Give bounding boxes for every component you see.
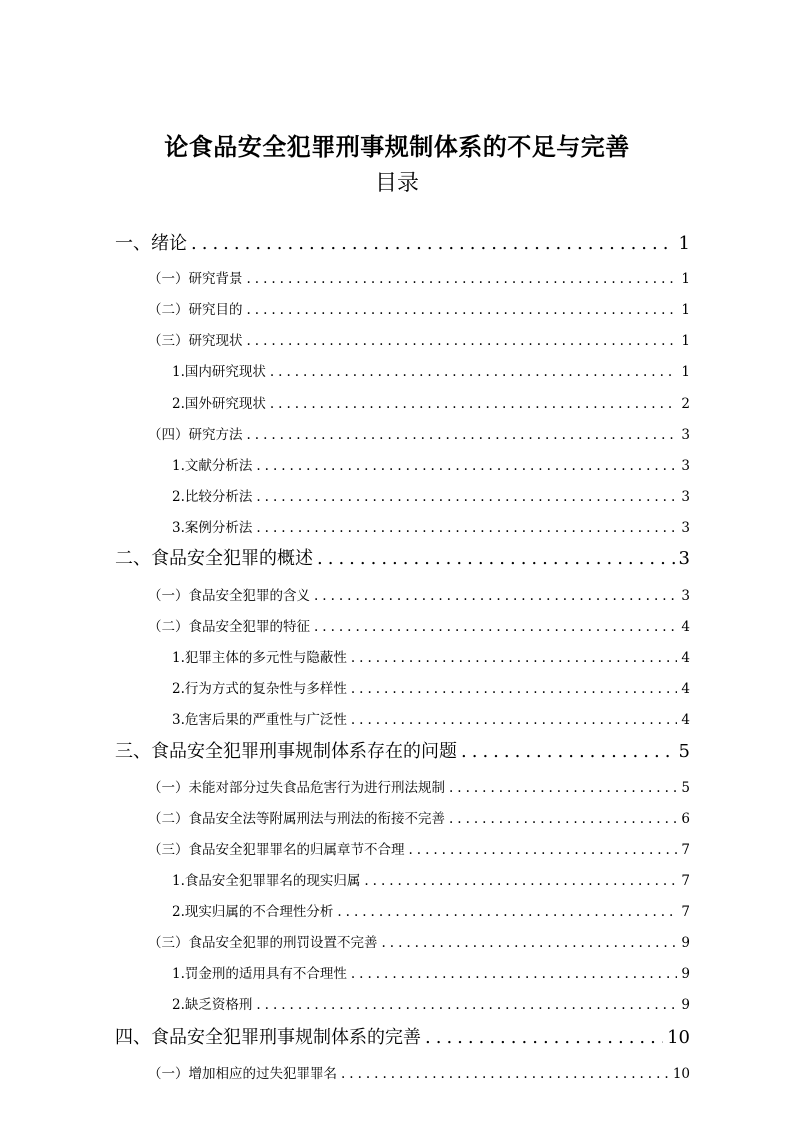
toc-entry-page: 9 — [681, 966, 690, 982]
toc-entry-3[interactable] — [115, 740, 690, 764]
toc-entry-1-4-1[interactable] — [172, 456, 690, 476]
toc-entry-2[interactable] — [115, 547, 690, 571]
toc-entry-page: 7 — [681, 873, 690, 889]
toc-entry-3-1[interactable] — [148, 778, 690, 798]
toc-entry-page: 9 — [681, 997, 690, 1013]
toc-entry-page: 10 — [667, 1027, 690, 1048]
dot-leader — [247, 300, 678, 320]
toc-entry-page: 9 — [681, 935, 690, 951]
toc-entry-page: 1 — [681, 333, 690, 349]
toc-entry-page: 3 — [681, 588, 690, 604]
toc-entry-label: （二）研究目的 — [148, 302, 243, 318]
toc-entry-2-2-3[interactable] — [172, 710, 690, 730]
toc-entry-label: （一）研究背景 — [148, 271, 243, 287]
toc-entry-label: 3.案例分析法 — [172, 520, 253, 536]
toc-entry-3-4[interactable] — [148, 933, 690, 953]
dot-leader — [247, 331, 678, 351]
toc-heading: 目录 — [374, 171, 419, 196]
toc-entry-label: 1.食品安全犯罪罪名的现实归属 — [172, 873, 361, 889]
dot-leader — [382, 933, 678, 953]
toc-entry-page: 3 — [678, 548, 690, 569]
dot-leader — [425, 1026, 663, 1050]
toc-entry-label: （三）研究现状 — [148, 333, 243, 349]
toc-entry-label: 2.缺乏资格刑 — [172, 997, 253, 1013]
toc-entry-label: （二）食品安全法等附属刑法与刑法的衔接不完善 — [148, 811, 445, 827]
document-title: 论食品安全犯罪刑事规制体系的不足与完善 — [164, 132, 630, 161]
toc-entry-1-4[interactable] — [148, 425, 690, 445]
toc-entry-label: （一）食品安全犯罪的含义 — [148, 588, 310, 604]
toc-entry-3-3-1[interactable] — [172, 871, 690, 891]
toc-entry-label: （三）食品安全犯罪的刑罚设置不完善 — [148, 935, 378, 951]
toc-entry-label: （一）增加相应的过失犯罪罪名 — [148, 1066, 337, 1082]
dot-leader — [409, 840, 678, 860]
toc-entry-label: 三、食品安全犯罪刑事规制体系存在的问题 — [115, 741, 457, 762]
toc-entry-1[interactable] — [115, 232, 690, 256]
toc-entry-4-1[interactable] — [148, 1064, 690, 1084]
toc-entry-page: 10 — [672, 1066, 690, 1082]
dot-leader — [247, 425, 678, 445]
toc-entry-label: （四）研究方法 — [148, 427, 243, 443]
dot-leader — [351, 710, 678, 730]
toc-entry-label: （二）食品安全犯罪的特征 — [148, 619, 310, 635]
toc-entry-1-4-2[interactable] — [172, 487, 690, 507]
dot-leader — [449, 778, 677, 798]
toc-entry-1-3-1[interactable] — [172, 362, 690, 382]
toc-entry-page: 3 — [681, 458, 690, 474]
toc-entry-2-2-1[interactable] — [172, 648, 690, 668]
toc-entry-2-1[interactable] — [148, 586, 690, 606]
toc-entry-page: 5 — [681, 780, 690, 796]
dot-leader — [314, 586, 677, 606]
dot-leader — [364, 871, 677, 891]
toc-entry-page: 1 — [678, 233, 690, 254]
toc-entry-page: 6 — [681, 811, 690, 827]
toc-entry-1-4-3[interactable] — [172, 518, 690, 538]
toc-entry-label: 1.罚金刑的适用具有不合理性 — [172, 966, 347, 982]
dot-leader — [317, 547, 675, 571]
toc-entry-3-3-2[interactable] — [172, 902, 690, 922]
toc-entry-page: 4 — [681, 650, 690, 666]
toc-entry-label: 2.国外研究现状 — [172, 396, 266, 412]
toc-entry-3-4-2[interactable] — [172, 995, 690, 1015]
toc-entry-3-2[interactable] — [148, 809, 690, 829]
toc-entry-1-3[interactable] — [148, 331, 690, 351]
dot-leader — [191, 232, 675, 256]
toc-entry-label: 1.犯罪主体的多元性与隐蔽性 — [172, 650, 347, 666]
toc-entry-1-2[interactable] — [148, 300, 690, 320]
dot-leader — [351, 648, 678, 668]
dot-leader — [449, 809, 677, 829]
dot-leader — [247, 269, 678, 289]
toc-entry-label: 1.国内研究现状 — [172, 364, 266, 380]
toc-entry-label: 2.现实归属的不合理性分析 — [172, 904, 334, 920]
toc-entry-page: 1 — [681, 302, 690, 318]
toc-entry-label: 四、食品安全犯罪刑事规制体系的完善 — [115, 1027, 421, 1048]
toc-entry-page: 3 — [681, 489, 690, 505]
toc-entry-4[interactable] — [115, 1026, 690, 1050]
toc-entry-page: 3 — [681, 520, 690, 536]
toc-entry-2-2-2[interactable] — [172, 679, 690, 699]
dot-leader — [256, 456, 677, 476]
dot-leader — [270, 394, 678, 414]
toc-entry-label: 1.文献分析法 — [172, 458, 253, 474]
toc-entry-page: 1 — [681, 271, 690, 287]
toc-entry-page: 3 — [681, 427, 690, 443]
dot-leader — [256, 518, 677, 538]
toc-entry-page: 2 — [681, 396, 690, 412]
toc-entry-1-3-2[interactable] — [172, 394, 690, 414]
toc-entry-page: 5 — [678, 741, 690, 762]
toc-entry-page: 7 — [681, 904, 690, 920]
dot-leader — [314, 617, 677, 637]
toc-entry-page: 4 — [681, 681, 690, 697]
dot-leader — [341, 1064, 669, 1084]
toc-entry-2-2[interactable] — [148, 617, 690, 637]
dot-leader — [351, 964, 678, 984]
toc-entry-label: 3.危害后果的严重性与广泛性 — [172, 712, 347, 728]
dot-leader — [351, 679, 678, 699]
toc-entry-label: 2.行为方式的复杂性与多样性 — [172, 681, 347, 697]
dot-leader — [461, 740, 675, 764]
toc-entry-page: 4 — [681, 712, 690, 728]
toc-entry-3-3[interactable] — [148, 840, 690, 860]
dot-leader — [256, 487, 677, 507]
dot-leader — [256, 995, 677, 1015]
toc-entry-label: （一）未能对部分过失食品危害行为进行刑法规制 — [148, 780, 445, 796]
toc-entry-page: 7 — [681, 842, 690, 858]
toc-entry-label: 一、绪论 — [115, 233, 187, 254]
toc-entry-label: 二、食品安全犯罪的概述 — [115, 548, 313, 569]
toc-entry-label: （三）食品安全犯罪罪名的归属章节不合理 — [148, 842, 405, 858]
toc-entry-page: 4 — [681, 619, 690, 635]
toc-entry-3-4-1[interactable] — [172, 964, 690, 984]
dot-leader — [337, 902, 677, 922]
toc-entry-label: 2.比较分析法 — [172, 489, 253, 505]
dot-leader — [270, 362, 678, 382]
toc-entry-page: 1 — [681, 364, 690, 380]
toc-entry-1-1[interactable] — [148, 269, 690, 289]
